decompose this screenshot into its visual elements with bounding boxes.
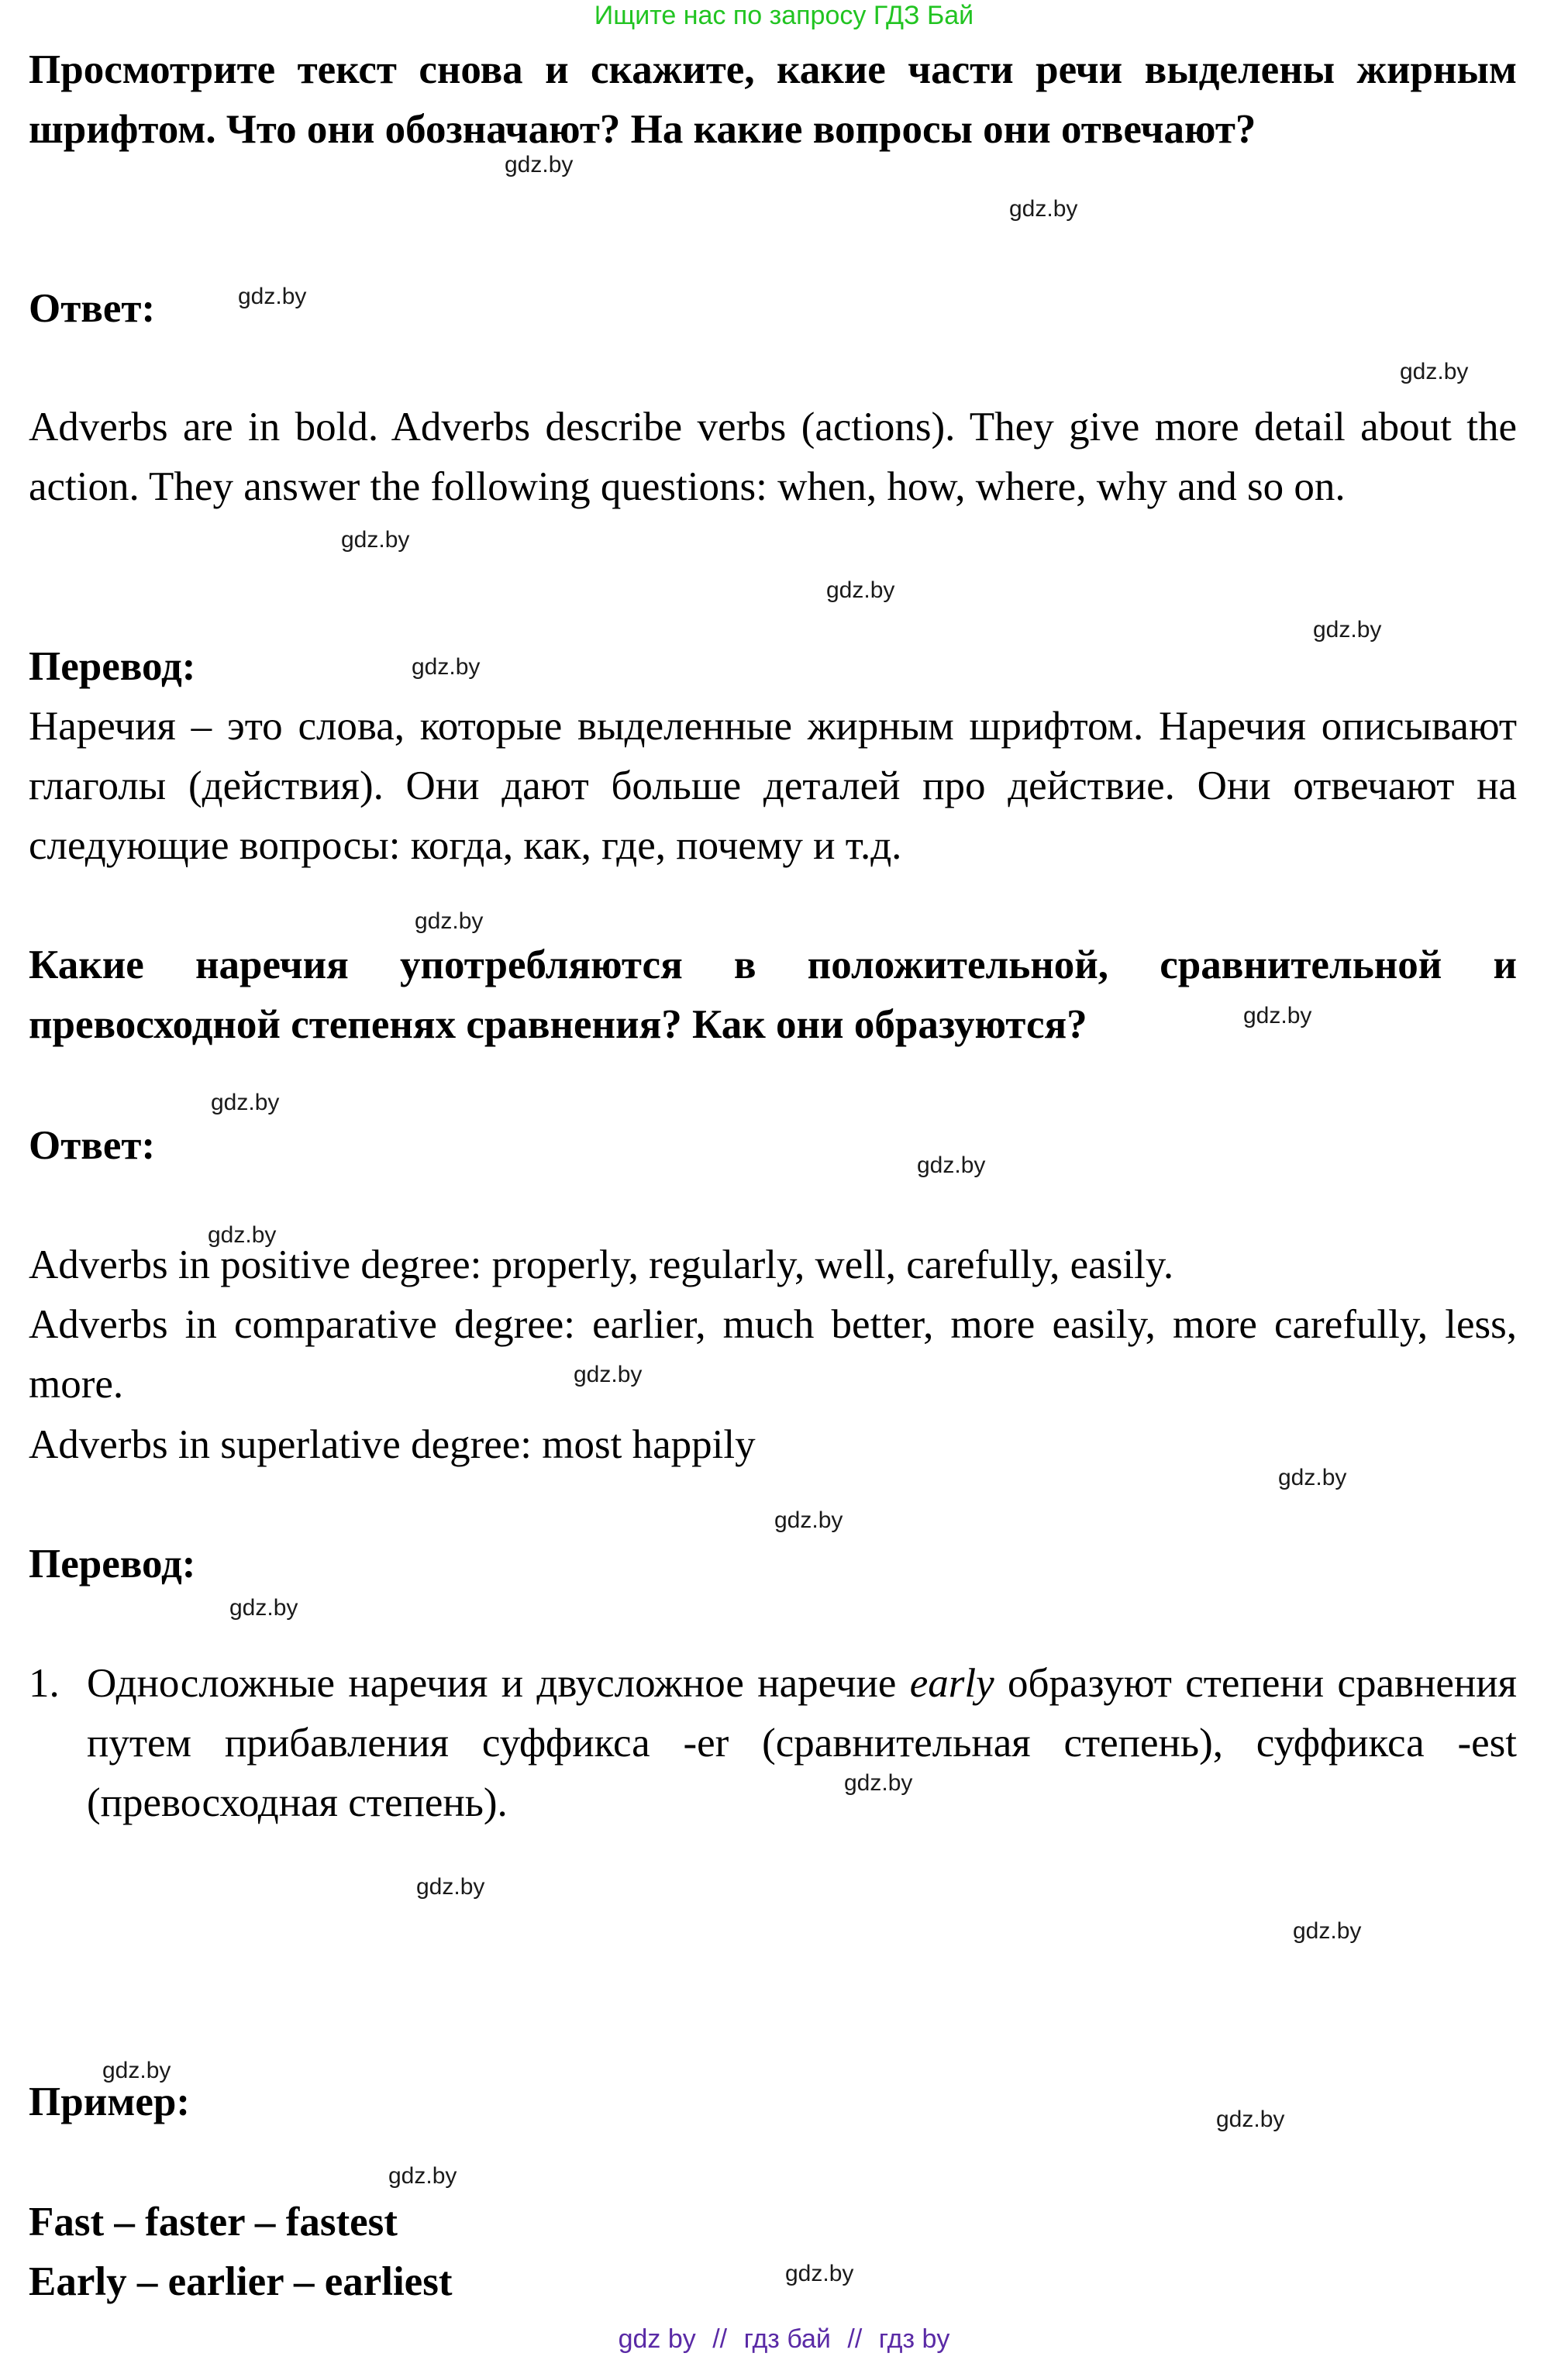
watermark: gdz.by bbox=[1009, 196, 1078, 222]
watermark: gdz.by bbox=[505, 152, 574, 177]
list-item-number: 1. bbox=[29, 1661, 60, 1706]
answer-1: Adverbs are in bold. Adverbs describe verbs (actions). They give more detail about the action. They answer the following questions: when, how, where, why and so on. bbox=[29, 405, 1517, 509]
example-line-2: Early – earlier – earliest bbox=[29, 2259, 453, 2304]
translation-label-2: Перевод: bbox=[29, 1542, 196, 1587]
translation-1: Наречия – это слова, которые выделенные жирным шрифтом. Наречия описывают глаголы (действия). Они дают больше деталей про действие. Они отвечают на следующие вопросы: когда, как, где, почему и т.д. bbox=[29, 704, 1517, 868]
answer-2-positive: Adverbs in positive degree: properly, regularly, well, carefully, easily. bbox=[29, 1242, 1174, 1287]
list-item-text-end: образуют степени сравнения путем прибавления суффикса -er (сравнительная степень), суффикса -est (превосходная степень). bbox=[87, 1661, 1517, 1825]
translation-label-1: Перевод: bbox=[29, 644, 196, 689]
example-line-1: Fast – faster – fastest bbox=[29, 2200, 398, 2245]
example-label: Пример: bbox=[29, 2079, 190, 2124]
watermark: gdz.by bbox=[388, 2163, 457, 2189]
watermark: gdz.by bbox=[1243, 1003, 1312, 1028]
footer-link-gdz-bai[interactable]: гдз бай bbox=[743, 2324, 831, 2354]
answer-2-comparative: Adverbs in comparative degree: earlier, much better, more easily, more carefully, less, more. bbox=[29, 1302, 1517, 1407]
answer-label-2: Ответ: bbox=[29, 1123, 156, 1168]
watermark: gdz.by bbox=[415, 908, 484, 934]
footer-link-gdz-by-ru[interactable]: гдз by bbox=[878, 2324, 950, 2354]
watermark: gdz.by bbox=[826, 577, 895, 603]
watermark: gdz.by bbox=[416, 1874, 485, 1900]
watermark: gdz.by bbox=[208, 1222, 277, 1248]
header-banner[interactable]: Ищите нас по запросу ГДЗ Бай bbox=[594, 1, 974, 30]
watermark: gdz.by bbox=[917, 1152, 986, 1178]
watermark: gdz.by bbox=[238, 284, 307, 309]
list-item-text bbox=[87, 1654, 1517, 1833]
question-2: Какие наречия употребляются в положительной, сравнительной и превосходной степенях сравнения? Как они образуются? bbox=[29, 942, 1517, 1047]
list-item-text-start: Односложные наречия и двусложное наречие bbox=[87, 1661, 910, 1706]
footer-separator: // bbox=[712, 2324, 728, 2354]
footer-separator: // bbox=[847, 2324, 863, 2354]
watermark: gdz.by bbox=[1313, 617, 1382, 643]
answer-2-superlative: Adverbs in superlative degree: most happily bbox=[29, 1422, 756, 1467]
watermark: gdz.by bbox=[412, 654, 481, 680]
watermark: gdz.by bbox=[1293, 1918, 1362, 1944]
footer-links bbox=[0, 2324, 1568, 2355]
watermark: gdz.by bbox=[341, 527, 410, 553]
footer-link-gdz-by[interactable]: gdz by bbox=[618, 2324, 696, 2354]
list-item-italic-word: early bbox=[909, 1661, 994, 1706]
watermark: gdz.by bbox=[102, 2058, 171, 2083]
watermark: gdz.by bbox=[229, 1595, 298, 1621]
watermark: gdz.by bbox=[574, 1362, 643, 1387]
watermark: gdz.by bbox=[844, 1770, 913, 1796]
watermark: gdz.by bbox=[774, 1507, 843, 1533]
watermark: gdz.by bbox=[785, 2261, 854, 2286]
watermark: gdz.by bbox=[1216, 2107, 1285, 2132]
watermark: gdz.by bbox=[1400, 359, 1469, 384]
answer-label-1: Ответ: bbox=[29, 286, 156, 331]
question-1: Просмотрите текст снова и скажите, какие части речи выделены жирным шрифтом. Что они обозначают? На какие вопросы они отвечают? bbox=[29, 47, 1517, 152]
watermark: gdz.by bbox=[211, 1090, 280, 1115]
watermark: gdz.by bbox=[1278, 1465, 1347, 1490]
